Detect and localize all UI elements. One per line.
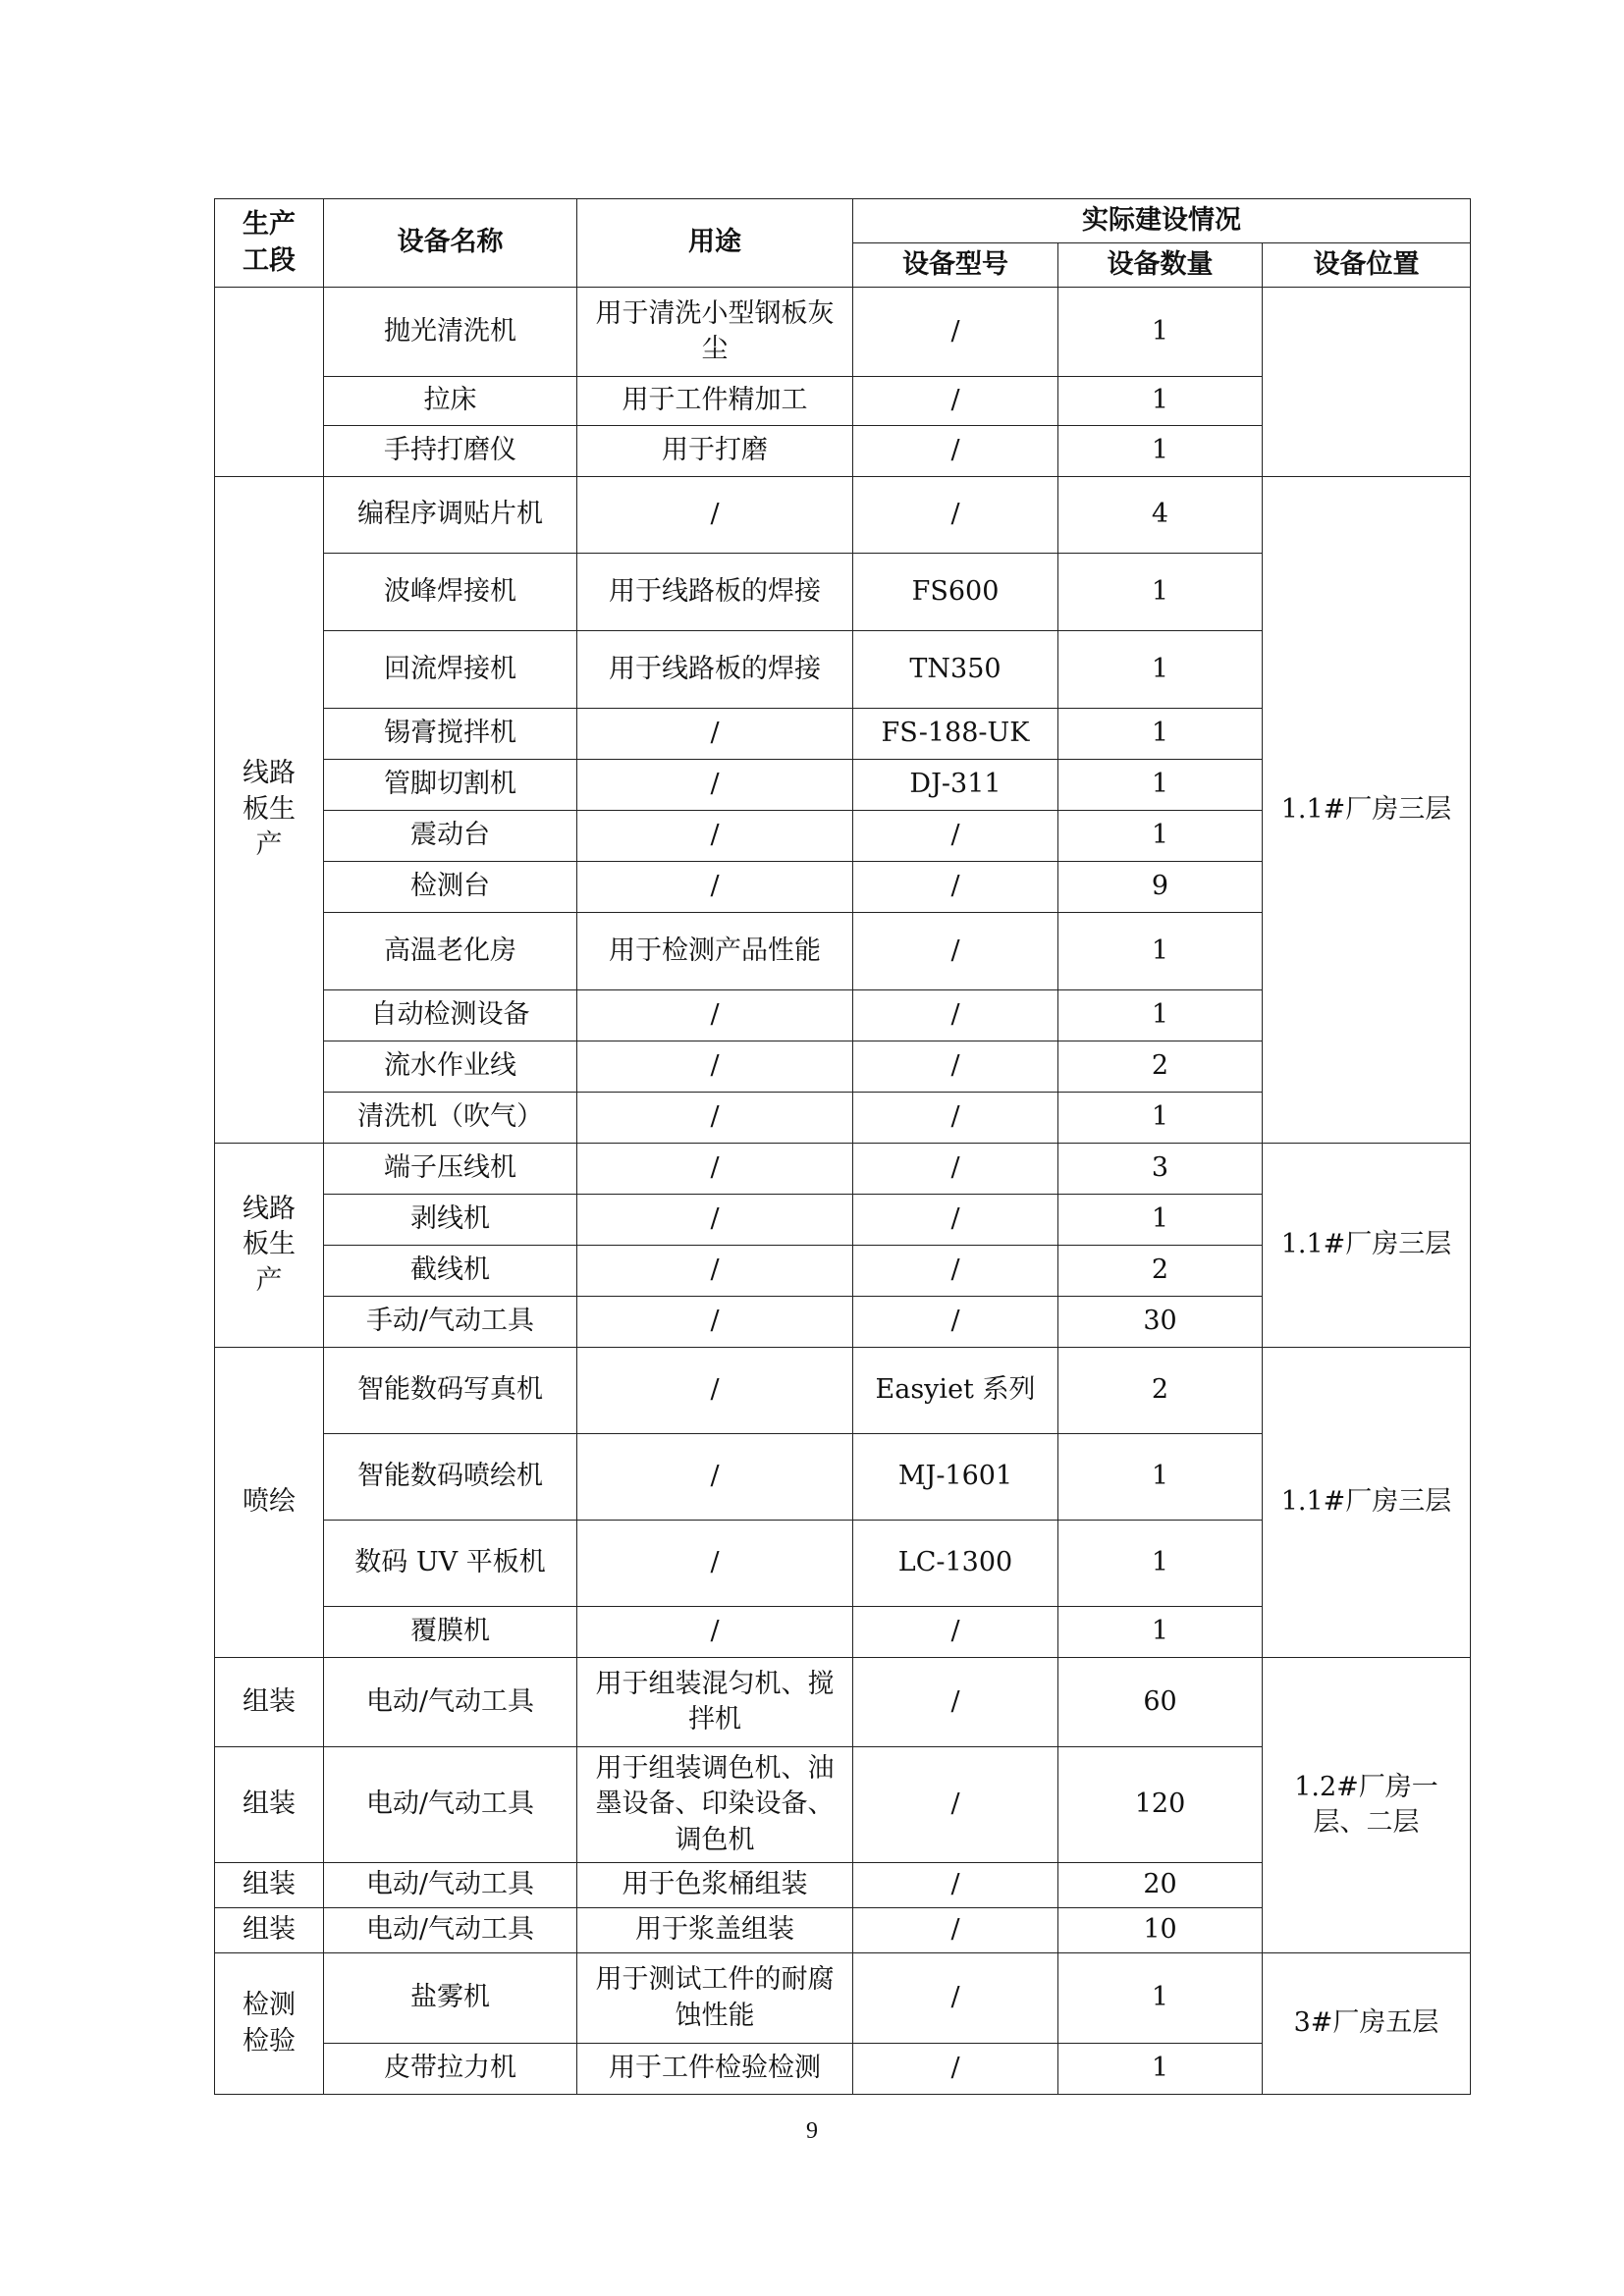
equipment-qty: 1 <box>1058 1195 1263 1246</box>
equipment-usage: / <box>577 1521 853 1607</box>
equipment-qty: 1 <box>1058 1093 1263 1144</box>
equipment-model: / <box>853 1144 1058 1195</box>
equipment-model: / <box>853 1093 1058 1144</box>
equipment-usage: 用于打磨 <box>577 426 853 477</box>
equipment-model: / <box>853 862 1058 913</box>
equipment-usage: / <box>577 1144 853 1195</box>
equipment-usage: / <box>577 1434 853 1521</box>
equipment-qty: 1 <box>1058 913 1263 990</box>
equipment-qty: 4 <box>1058 477 1263 554</box>
equipment-qty: 1 <box>1058 631 1263 709</box>
equipment-name: 流水作业线 <box>324 1041 577 1093</box>
equipment-model: / <box>853 811 1058 862</box>
equipment-qty: 1 <box>1058 1607 1263 1658</box>
equipment-name: 管脚切割机 <box>324 760 577 811</box>
equipment-name: 皮带拉力机 <box>324 2044 577 2095</box>
stage-cell: 喷绘 <box>215 1348 324 1658</box>
equipment-model: / <box>853 288 1058 377</box>
equipment-qty: 20 <box>1058 1863 1263 1908</box>
equipment-usage: 用于浆盖组装 <box>577 1908 853 1953</box>
equipment-model: TN350 <box>853 631 1058 709</box>
equipment-qty: 3 <box>1058 1144 1263 1195</box>
header-qty: 设备数量 <box>1058 243 1263 288</box>
equipment-qty: 1 <box>1058 288 1263 377</box>
equipment-model: LC-1300 <box>853 1521 1058 1607</box>
equipment-usage: 用于工件检验检测 <box>577 2044 853 2095</box>
stage-cell-empty <box>215 288 324 477</box>
equipment-name: 自动检测设备 <box>324 990 577 1041</box>
equipment-name: 覆膜机 <box>324 1607 577 1658</box>
equipment-model: DJ-311 <box>853 760 1058 811</box>
equipment-usage: 用于组装调色机、油墨设备、印染设备、调色机 <box>577 1747 853 1863</box>
stage-cell: 组装 <box>215 1863 324 1908</box>
equipment-usage: / <box>577 1246 853 1297</box>
header-location: 设备位置 <box>1263 243 1471 288</box>
equipment-model: / <box>853 377 1058 426</box>
header-stage: 生产 工段 <box>215 199 324 288</box>
equipment-model: / <box>853 1041 1058 1093</box>
location-cell: 1.1#厂房三层 <box>1263 477 1471 1144</box>
equipment-table <box>214 198 1471 2095</box>
equipment-model: / <box>853 913 1058 990</box>
equipment-usage: / <box>577 1195 853 1246</box>
equipment-usage: 用于色浆桶组装 <box>577 1863 853 1908</box>
equipment-qty: 1 <box>1058 709 1263 760</box>
equipment-usage: / <box>577 1093 853 1144</box>
table-row <box>215 1658 1471 1747</box>
table-row <box>215 288 1471 377</box>
table-row <box>215 477 1471 554</box>
equipment-model: / <box>853 2044 1058 2095</box>
table-row <box>215 1953 1471 2044</box>
equipment-qty: 2 <box>1058 1246 1263 1297</box>
equipment-model: / <box>853 477 1058 554</box>
equipment-model: / <box>853 1246 1058 1297</box>
equipment-name: 高温老化房 <box>324 913 577 990</box>
equipment-name: 回流焊接机 <box>324 631 577 709</box>
equipment-name: 电动/气动工具 <box>324 1908 577 1953</box>
equipment-name: 智能数码写真机 <box>324 1348 577 1434</box>
location-cell: 1.2#厂房一层、二层 <box>1263 1658 1471 1953</box>
equipment-qty: 120 <box>1058 1747 1263 1863</box>
equipment-model: / <box>853 1297 1058 1348</box>
equipment-name: 清洗机（吹气） <box>324 1093 577 1144</box>
stage-cell: 组装 <box>215 1908 324 1953</box>
location-cell: 1.1#厂房三层 <box>1263 1144 1471 1348</box>
equipment-model: FS-188-UK <box>853 709 1058 760</box>
location-cell-empty <box>1263 288 1471 477</box>
equipment-usage: 用于线路板的焊接 <box>577 554 853 631</box>
location-cell: 3#厂房五层 <box>1263 1953 1471 2095</box>
equipment-qty: 1 <box>1058 760 1263 811</box>
equipment-qty: 1 <box>1058 1434 1263 1521</box>
equipment-name: 手动/气动工具 <box>324 1297 577 1348</box>
equipment-name: 震动台 <box>324 811 577 862</box>
equipment-name: 编程序调贴片机 <box>324 477 577 554</box>
equipment-usage: / <box>577 1348 853 1434</box>
equipment-usage: 用于组装混匀机、搅拌机 <box>577 1658 853 1747</box>
equipment-model: / <box>853 426 1058 477</box>
header-actual: 实际建设情况 <box>853 199 1471 243</box>
stage-cell: 线路 板生 产 <box>215 477 324 1144</box>
equipment-qty: 1 <box>1058 2044 1263 2095</box>
equipment-qty: 1 <box>1058 426 1263 477</box>
equipment-name: 波峰焊接机 <box>324 554 577 631</box>
equipment-name: 智能数码喷绘机 <box>324 1434 577 1521</box>
equipment-usage: / <box>577 760 853 811</box>
equipment-model: / <box>853 1658 1058 1747</box>
equipment-usage: / <box>577 1607 853 1658</box>
equipment-name: 锡膏搅拌机 <box>324 709 577 760</box>
equipment-qty: 1 <box>1058 811 1263 862</box>
equipment-name: 电动/气动工具 <box>324 1747 577 1863</box>
table-row <box>215 1348 1471 1434</box>
equipment-name: 抛光清洗机 <box>324 288 577 377</box>
equipment-model: / <box>853 1607 1058 1658</box>
equipment-usage: / <box>577 1041 853 1093</box>
equipment-name: 截线机 <box>324 1246 577 1297</box>
equipment-usage: / <box>577 477 853 554</box>
header-usage: 用途 <box>577 199 853 288</box>
equipment-qty: 10 <box>1058 1908 1263 1953</box>
equipment-qty: 60 <box>1058 1658 1263 1747</box>
equipment-name: 剥线机 <box>324 1195 577 1246</box>
equipment-qty: 1 <box>1058 1953 1263 2044</box>
equipment-name: 电动/气动工具 <box>324 1863 577 1908</box>
equipment-qty: 30 <box>1058 1297 1263 1348</box>
header-name: 设备名称 <box>324 199 577 288</box>
location-cell: 1.1#厂房三层 <box>1263 1348 1471 1658</box>
equipment-name: 端子压线机 <box>324 1144 577 1195</box>
header-model: 设备型号 <box>853 243 1058 288</box>
table-row <box>215 1144 1471 1195</box>
equipment-model: / <box>853 1908 1058 1953</box>
equipment-usage: / <box>577 811 853 862</box>
equipment-model: / <box>853 1747 1058 1863</box>
equipment-name: 检测台 <box>324 862 577 913</box>
equipment-usage: 用于测试工件的耐腐蚀性能 <box>577 1953 853 2044</box>
equipment-qty: 1 <box>1058 1521 1263 1607</box>
equipment-model: / <box>853 1863 1058 1908</box>
equipment-usage: 用于检测产品性能 <box>577 913 853 990</box>
equipment-name: 电动/气动工具 <box>324 1658 577 1747</box>
equipment-model: Easyiet 系列 <box>853 1348 1058 1434</box>
stage-cell: 检测 检验 <box>215 1953 324 2095</box>
equipment-usage: / <box>577 990 853 1041</box>
equipment-usage: / <box>577 1297 853 1348</box>
equipment-usage: / <box>577 862 853 913</box>
equipment-usage: 用于工件精加工 <box>577 377 853 426</box>
equipment-qty: 2 <box>1058 1348 1263 1434</box>
stage-cell: 组装 <box>215 1747 324 1863</box>
equipment-model: / <box>853 990 1058 1041</box>
equipment-qty: 2 <box>1058 1041 1263 1093</box>
equipment-qty: 1 <box>1058 377 1263 426</box>
equipment-model: / <box>853 1953 1058 2044</box>
equipment-name: 手持打磨仪 <box>324 426 577 477</box>
equipment-model: FS600 <box>853 554 1058 631</box>
header-row <box>215 199 1471 243</box>
equipment-usage: 用于线路板的焊接 <box>577 631 853 709</box>
stage-cell: 组装 <box>215 1658 324 1747</box>
equipment-name: 盐雾机 <box>324 1953 577 2044</box>
equipment-model: / <box>853 1195 1058 1246</box>
equipment-name: 数码 UV 平板机 <box>324 1521 577 1607</box>
equipment-name: 拉床 <box>324 377 577 426</box>
equipment-qty: 1 <box>1058 554 1263 631</box>
equipment-usage: 用于清洗小型钢板灰尘 <box>577 288 853 377</box>
equipment-model: MJ-1601 <box>853 1434 1058 1521</box>
equipment-qty: 9 <box>1058 862 1263 913</box>
stage-cell: 线路 板生 产 <box>215 1144 324 1348</box>
page-number: 9 <box>806 2118 818 2144</box>
equipment-qty: 1 <box>1058 990 1263 1041</box>
equipment-usage: / <box>577 709 853 760</box>
